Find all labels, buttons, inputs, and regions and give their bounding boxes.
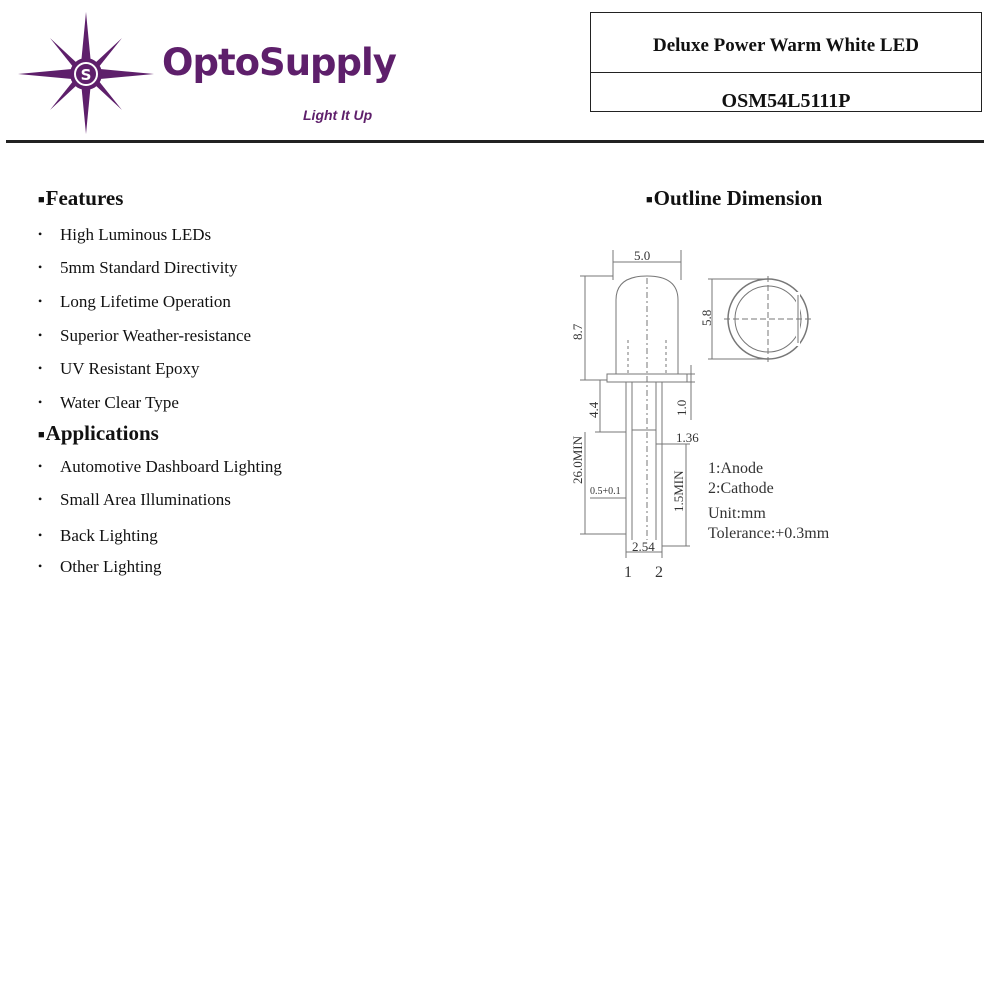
application-text: Back Lighting bbox=[60, 526, 158, 545]
feature-text: UV Resistant Epoxy bbox=[60, 359, 200, 378]
feature-text: Superior Weather-resistance bbox=[60, 326, 252, 345]
lead-bend bbox=[632, 430, 656, 445]
title-box bbox=[590, 12, 982, 112]
applications-heading-text: Applications bbox=[45, 421, 159, 445]
feature-text: Water Clear Type bbox=[60, 393, 179, 412]
bullet-icon: • bbox=[38, 260, 43, 274]
bullet-icon: • bbox=[38, 395, 43, 409]
heading-square-icon: ■ bbox=[646, 193, 653, 206]
legend-anode: 1:Anode bbox=[708, 460, 764, 477]
bullet-icon: • bbox=[38, 361, 43, 375]
pin-label: 2 bbox=[655, 564, 663, 581]
dim-height-label: 8.7 bbox=[570, 323, 585, 340]
list-item bbox=[38, 226, 211, 243]
optosupply-logo bbox=[14, 8, 160, 138]
dim-flange-thickness-label: 1.0 bbox=[674, 399, 689, 416]
list-item bbox=[38, 491, 231, 508]
outline-drawing bbox=[540, 240, 860, 590]
feature-text: 5mm Standard Directivity bbox=[60, 258, 238, 277]
list-item bbox=[38, 327, 251, 344]
dim-base-label: 4.4 bbox=[586, 401, 601, 418]
list-item bbox=[38, 293, 231, 310]
dim-pitch-label: 2.54 bbox=[632, 539, 655, 554]
product-title: Deluxe Power Warm White LED bbox=[653, 35, 919, 56]
bullet-icon: • bbox=[38, 492, 43, 506]
brand-name: OptoSupply bbox=[162, 41, 396, 84]
feature-text: Long Lifetime Operation bbox=[60, 292, 231, 311]
legend-cathode: 2:Cathode bbox=[708, 480, 774, 497]
features-heading bbox=[38, 188, 123, 209]
legend-unit: Unit:mm bbox=[708, 505, 766, 522]
dim-min-length-label: 1.5MIN bbox=[671, 470, 686, 512]
logo-letter: S bbox=[80, 66, 92, 84]
heading-square-icon: ■ bbox=[38, 193, 45, 206]
part-number: OSM54L5111P bbox=[721, 90, 851, 112]
list-item bbox=[38, 558, 162, 575]
list-item bbox=[38, 458, 282, 475]
application-text: Automotive Dashboard Lighting bbox=[60, 457, 282, 476]
list-item bbox=[38, 360, 199, 377]
pin-label: 1 bbox=[624, 564, 632, 581]
list-item bbox=[38, 394, 179, 411]
bullet-icon: • bbox=[38, 294, 43, 308]
outline-heading-text: Outline Dimension bbox=[653, 186, 823, 210]
dim-lead-width-label: 0.5+0.1 bbox=[590, 486, 621, 497]
title-divider bbox=[591, 72, 981, 73]
applications-heading bbox=[38, 423, 159, 444]
bullet-icon: • bbox=[38, 459, 43, 473]
application-text: Small Area Illuminations bbox=[60, 490, 231, 509]
dim-lead-length-label: 26.0MIN bbox=[570, 435, 585, 484]
legend-tolerance: Tolerance:+0.3mm bbox=[708, 525, 830, 542]
list-item bbox=[38, 527, 158, 544]
bullet-icon: • bbox=[38, 559, 43, 573]
dim-flange-label: 5.8 bbox=[699, 309, 714, 326]
bullet-icon: • bbox=[38, 528, 43, 542]
application-text: Other Lighting bbox=[60, 557, 162, 576]
dim-offset-label: 1.36 bbox=[676, 430, 699, 445]
feature-text: High Luminous LEDs bbox=[60, 225, 212, 244]
heading-square-icon: ■ bbox=[38, 428, 45, 441]
outline-heading bbox=[646, 188, 822, 209]
dim-width-label: 5.0 bbox=[634, 248, 651, 263]
features-heading-text: Features bbox=[45, 186, 124, 210]
brand-tagline: Light It Up bbox=[303, 107, 373, 123]
bullet-icon: • bbox=[38, 328, 43, 342]
list-item bbox=[38, 259, 238, 276]
header-rule bbox=[6, 140, 984, 143]
bullet-icon: • bbox=[38, 227, 43, 241]
